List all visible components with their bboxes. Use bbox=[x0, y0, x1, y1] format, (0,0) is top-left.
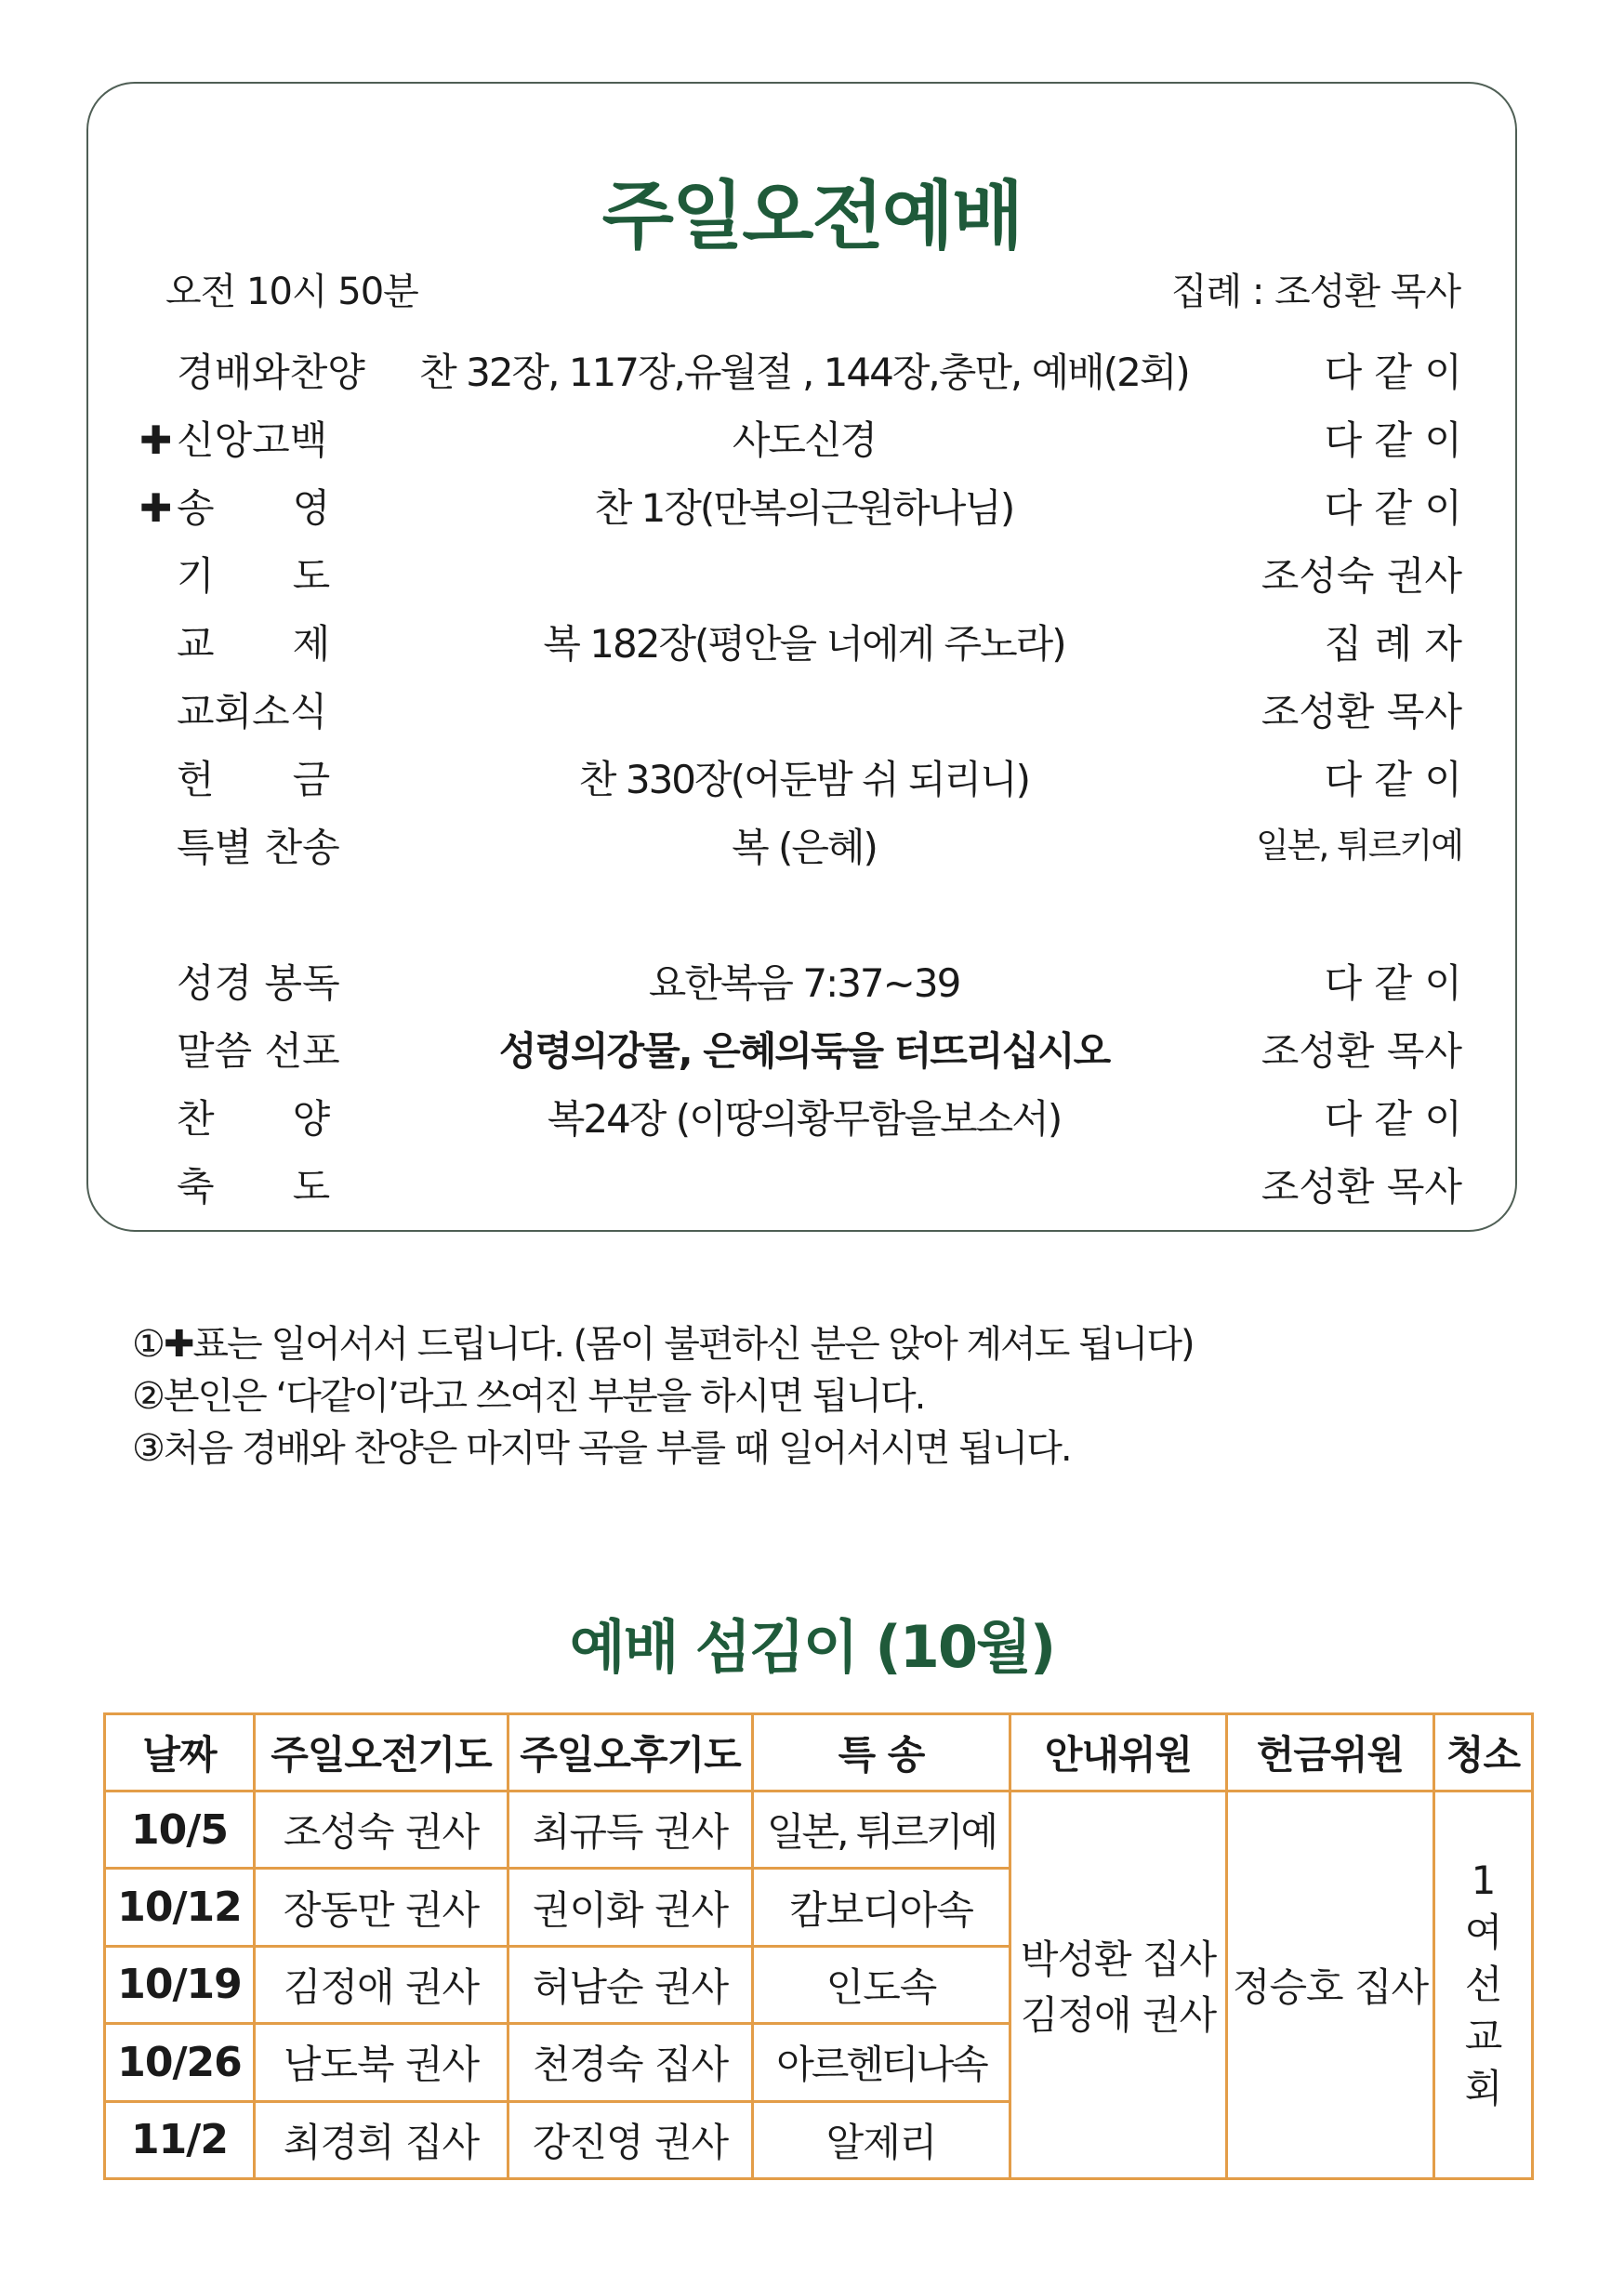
date-cell: 11/2 bbox=[105, 2101, 255, 2178]
cross-icon: ✚ bbox=[139, 417, 173, 463]
special-song-cell: 캄보디아속 bbox=[753, 1869, 1010, 1946]
order-item-person: 조성환 목사 bbox=[1261, 1028, 1462, 1074]
order-item-name: 경배와찬양 bbox=[177, 350, 365, 395]
special-song-cell: 알제리 bbox=[753, 2101, 1010, 2178]
afternoon-prayer-cell: 권이화 권사 bbox=[508, 1869, 753, 1946]
order-item-name: 교회소식 bbox=[177, 689, 328, 734]
morning-prayer-cell: 김정애 권사 bbox=[255, 1946, 508, 2023]
order-item-name: ✚ 송 영 bbox=[139, 485, 331, 531]
note-1: ①✚표는 일어서서 드립니다. (몸이 불편하신 분은 앉아 계셔도 됩니다) bbox=[132, 1323, 1194, 1366]
worship-time: 오전 10시 50분 bbox=[165, 271, 418, 313]
header-ushers: 안내위원 bbox=[1010, 1714, 1227, 1791]
order-item-content: 요한복음 7:37~39 bbox=[648, 960, 960, 1006]
order-row bbox=[0, 614, 1624, 669]
afternoon-prayer-cell: 허남순 권사 bbox=[508, 1946, 753, 2023]
header-date: 날짜 bbox=[105, 1714, 255, 1791]
header-afternoon-prayer: 주일오후기도 bbox=[508, 1714, 753, 1791]
order-row bbox=[0, 546, 1624, 602]
order-row bbox=[0, 478, 1624, 534]
morning-prayer-cell: 장동만 권사 bbox=[255, 1869, 508, 1946]
order-row bbox=[0, 953, 1624, 1009]
order-item-name: 특별 찬송 bbox=[177, 825, 340, 870]
order-row bbox=[0, 410, 1624, 466]
order-item-name: 성경 봉독 bbox=[177, 960, 340, 1006]
order-item-person: 다 같 이 bbox=[1324, 757, 1462, 802]
cross-icon: ✚ bbox=[163, 1323, 193, 1366]
header-cleaning: 청소 bbox=[1434, 1714, 1533, 1791]
order-item-content: 복24장 (이땅의황무함을보소서) bbox=[547, 1096, 1062, 1142]
order-item-name: 기 도 bbox=[177, 553, 331, 599]
order-row bbox=[0, 681, 1624, 737]
special-song-cell: 아르헨티나속 bbox=[753, 2024, 1010, 2101]
order-item-content: 찬 330장(어둔밤 쉬 되리니) bbox=[578, 757, 1030, 802]
morning-prayer-cell: 최경희 집사 bbox=[255, 2101, 508, 2178]
order-row bbox=[0, 1157, 1624, 1212]
offering-cell: 정승호 집사 bbox=[1227, 1791, 1434, 2179]
schedule-table bbox=[103, 1712, 1534, 2180]
order-row bbox=[0, 1089, 1624, 1144]
order-item-person: 다 같 이 bbox=[1324, 960, 1462, 1006]
note-3: ③처음 경배와 찬양은 마지막 곡을 부를 때 일어서시면 됩니다. bbox=[132, 1427, 1071, 1470]
special-song-cell: 일본, 튀르키예 bbox=[753, 1791, 1010, 1869]
order-item-person: 다 같 이 bbox=[1324, 350, 1462, 395]
date-cell: 10/5 bbox=[105, 1791, 255, 1869]
ushers-cell: 박성환 집사 김정애 권사 bbox=[1010, 1791, 1227, 2179]
order-item-content: 찬 32장, 117장,유월절 , 144장,충만, 예배(2회) bbox=[419, 350, 1189, 395]
order-item-person: 다 같 이 bbox=[1324, 417, 1462, 463]
header-morning-prayer: 주일오전기도 bbox=[255, 1714, 508, 1791]
table-header-row bbox=[105, 1714, 1533, 1791]
order-row bbox=[0, 817, 1624, 873]
afternoon-prayer-cell: 최규득 권사 bbox=[508, 1791, 753, 1869]
header-special-song: 특 송 bbox=[753, 1714, 1010, 1791]
order-item-person: 조성숙 권사 bbox=[1261, 553, 1462, 599]
order-item-person: 다 같 이 bbox=[1324, 485, 1462, 531]
order-item-content: 복 182장(평안을 너에게 주노라) bbox=[543, 621, 1065, 667]
order-item-person: 일본, 튀르키예 bbox=[1256, 826, 1462, 866]
order-item-name: 말씀 선포 bbox=[177, 1028, 340, 1074]
header-offering: 헌금위원 bbox=[1227, 1714, 1434, 1791]
cleaning-cell: 1 여 선 교 회 bbox=[1434, 1791, 1533, 2179]
notes bbox=[132, 1318, 1194, 1474]
date-cell: 10/19 bbox=[105, 1946, 255, 2023]
morning-prayer-cell: 남도북 권사 bbox=[255, 2024, 508, 2101]
morning-prayer-cell: 조성숙 권사 bbox=[255, 1791, 508, 1869]
note-2: ②본인은 ‘다같이’라고 쓰여진 부분을 하시면 됩니다. bbox=[132, 1375, 925, 1418]
order-item-person: 조성환 목사 bbox=[1261, 1164, 1462, 1210]
table-row bbox=[105, 1791, 1533, 1869]
order-item-content: 복 (은혜) bbox=[732, 825, 877, 870]
order-item-person: 다 같 이 bbox=[1324, 1096, 1462, 1142]
order-item-name: 헌 금 bbox=[177, 757, 331, 802]
page-title: 주일오전예배 bbox=[601, 173, 1023, 259]
order-item-content: 사도신경 bbox=[732, 417, 877, 463]
schedule-title: 예배 섬김이 (10월) bbox=[569, 1613, 1055, 1681]
worship-leader: 집례 : 조성환 목사 bbox=[1170, 271, 1460, 313]
order-row bbox=[0, 1021, 1624, 1077]
special-song-cell: 인도속 bbox=[753, 1946, 1010, 2023]
afternoon-prayer-cell: 천경숙 집사 bbox=[508, 2024, 753, 2101]
order-item-person: 조성환 목사 bbox=[1261, 689, 1462, 734]
order-row bbox=[0, 749, 1624, 805]
date-cell: 10/12 bbox=[105, 1869, 255, 1946]
afternoon-prayer-cell: 강진영 권사 bbox=[508, 2101, 753, 2178]
order-item-name: ✚ 신앙고백 bbox=[139, 417, 328, 463]
sermon-title: 성령의강물, 은혜의둑을 터뜨리십시오 bbox=[498, 1028, 1110, 1074]
order-item-name: 축 도 bbox=[177, 1164, 331, 1210]
order-row bbox=[0, 342, 1624, 398]
order-item-person: 집 례 자 bbox=[1324, 621, 1462, 667]
cross-icon: ✚ bbox=[139, 485, 173, 531]
order-item-content: 찬 1장(만복의근원하나님) bbox=[594, 485, 1014, 531]
date-cell: 10/26 bbox=[105, 2024, 255, 2101]
order-item-name: 교 제 bbox=[177, 621, 331, 667]
order-item-name: 찬 양 bbox=[177, 1096, 331, 1142]
